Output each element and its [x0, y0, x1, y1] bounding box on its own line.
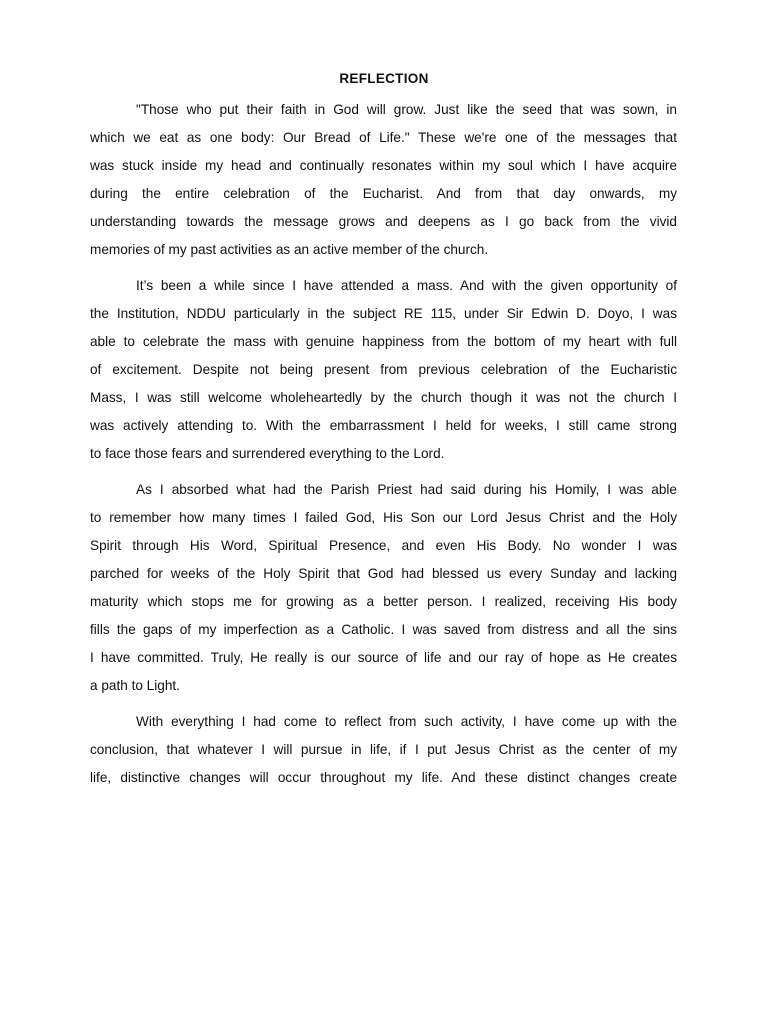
paragraph-2-line-2: the Institution, NDDU particularly in the subject RE 115, under Sir Edwin D. Doyo, I was — [90, 306, 677, 321]
paragraph-3-line-1: As I absorbed what had the Parish Priest had said during his Homily, I was able — [136, 482, 677, 497]
paragraph-2-line-3: able to celebrate the mass with genuine happiness from the bottom of my heart with full — [90, 334, 677, 349]
paragraph-3-line-2: to remember how many times I failed God, His Son our Lord Jesus Christ and the Holy — [90, 510, 677, 525]
paragraph-4-line-3: life, distinctive changes will occur throughout my life. And these distinct changes create — [90, 770, 677, 785]
paragraph-3-line-3: Spirit through His Word, Spiritual Presence, and even His Body. No wonder I was — [90, 538, 677, 553]
paragraph-1-line-3: was stuck inside my head and continually resonates within my soul which I have acquire — [90, 158, 677, 173]
paragraph-3-line-4: parched for weeks of the Holy Spirit that God had blessed us every Sunday and lacking — [90, 566, 677, 581]
paragraph-3-line-7: I have committed. Truly, He really is our source of life and our ray of hope as He creates — [90, 650, 677, 665]
paragraph-3-line-5: maturity which stops me for growing as a better person. I realized, receiving His body — [90, 594, 677, 609]
paragraph-4-line-2: conclusion, that whatever I will pursue in life, if I put Jesus Christ as the center of my — [90, 742, 677, 757]
paragraph-1-line-6: memories of my past activities as an active member of the church. — [90, 242, 489, 257]
paragraph-2-line-4: of excitement. Despite not being present from previous celebration of the Eucharistic — [90, 362, 677, 377]
paragraph-3-line-6: fills the gaps of my imperfection as a Catholic. I was saved from distress and all the sins — [90, 622, 677, 637]
document-title: REFLECTION — [339, 71, 429, 86]
paragraph-1-line-4: during the entire celebration of the Eucharist. And from that day onwards, my — [90, 186, 677, 201]
paragraph-4-line-1: With everything I had come to reflect from such activity, I have come up with the — [136, 714, 677, 729]
paragraph-1-line-1: "Those who put their faith in God will grow. Just like the seed that was sown, in — [136, 102, 677, 117]
paragraph-3-line-8: a path to Light. — [90, 678, 180, 693]
paragraph-2-line-6: was actively attending to. With the embarrassment I held for weeks, I still came strong — [90, 418, 677, 433]
paragraph-2-line-5: Mass, I was still welcome wholeheartedly by the church though it was not the church I — [90, 390, 677, 405]
paragraph-2-line-1: It’s been a while since I have attended a mass. And with the given opportunity of — [136, 278, 677, 293]
paragraph-2-line-7: to face those fears and surrendered everything to the Lord. — [90, 446, 445, 461]
paragraph-1-line-2: which we eat as one body: Our Bread of Life." These we're one of the messages that — [90, 130, 677, 145]
paragraph-1-line-5: understanding towards the message grows and deepens as I go back from the vivid — [90, 214, 677, 229]
